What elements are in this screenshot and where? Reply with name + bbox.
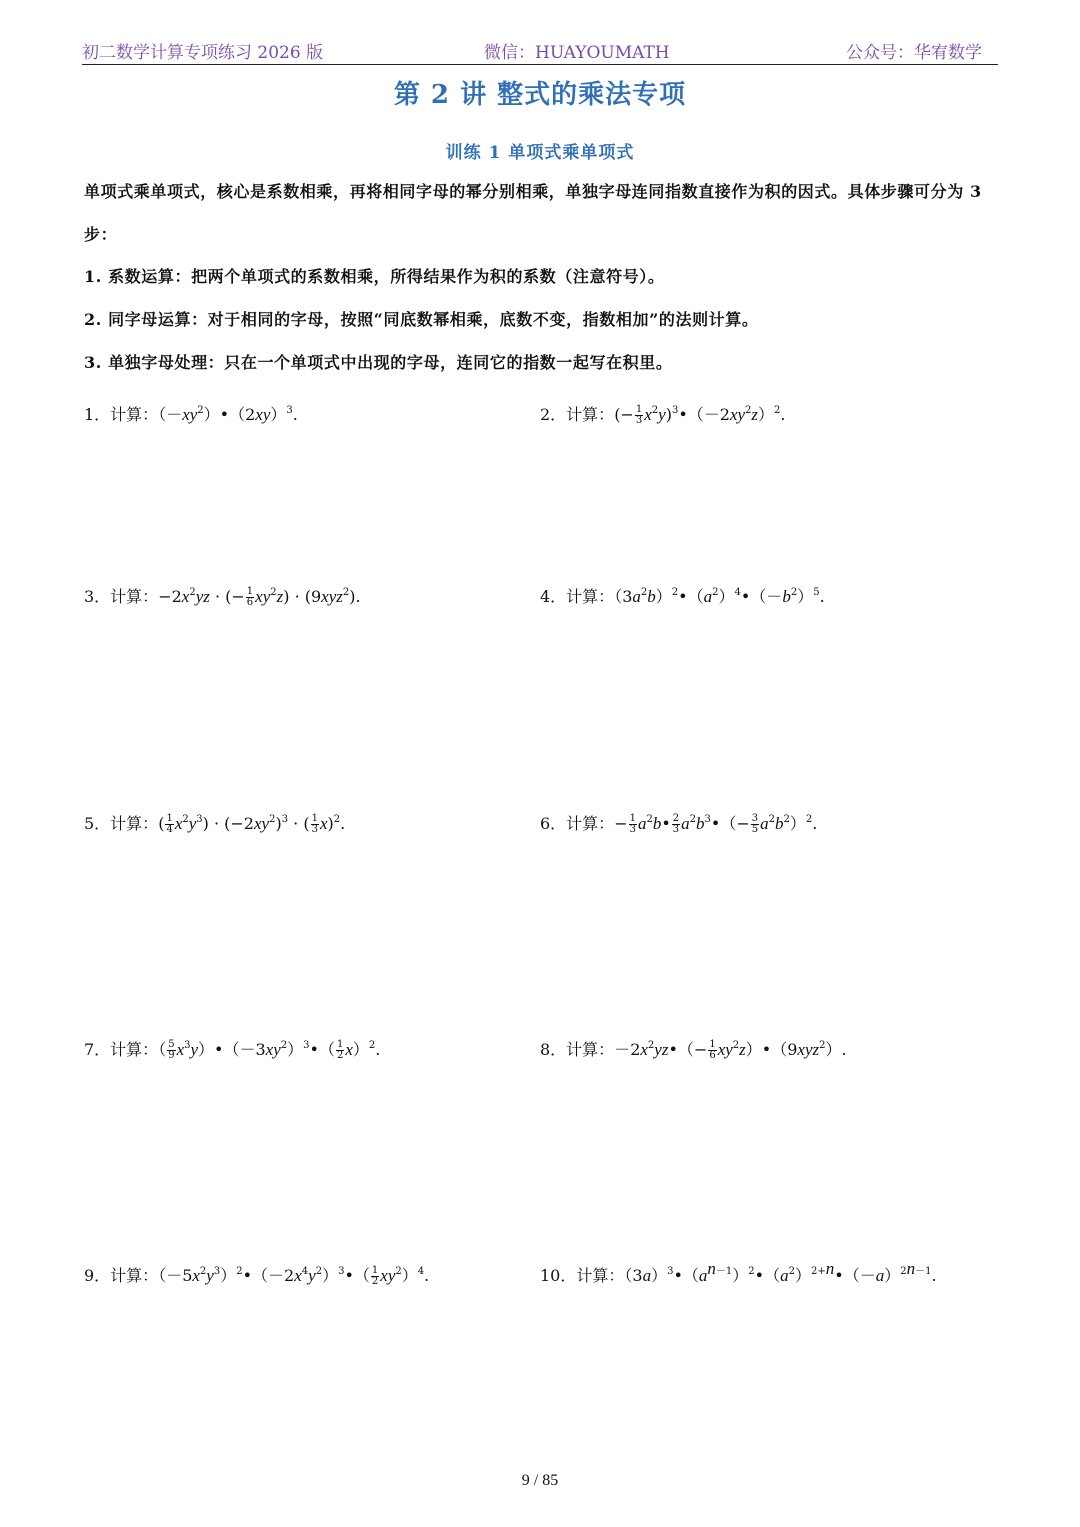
problem-8-expression: $-2x^2yz•(-$ $\frac{1}{6}$ $xy^2z)•(9xyz^2)$.	[614, 1039, 847, 1061]
problem-6-expression: − $\frac{1}{3}$ $a^2b•$ $\frac{2}{3}$ $a^2b^3•(-$ $\frac{3}{5}$ $a^2b^2)^2$.	[614, 813, 818, 835]
step-1: 1. 系数运算：把两个单项式的系数相乘，所得结果作为积的系数（注意符号）。	[84, 267, 665, 286]
problem-9	[84, 1263, 429, 1287]
lesson-title: 第 2 讲 整式的乘法专项	[393, 80, 687, 110]
header-public-account: 公众号：华宥数学	[846, 43, 982, 63]
header-left: 初二数学计算专项练习 2026 版	[82, 43, 324, 63]
problem-7	[84, 1037, 380, 1061]
problem-10-prefix: 10．计算：	[540, 1266, 625, 1285]
problem-5-prefix: 5．计算：	[84, 814, 159, 833]
problem-8	[540, 1037, 847, 1061]
problem-1-expression: $(-xy^2)•(2xy)^3$.	[158, 405, 298, 424]
header-wechat: 微信：HUAYOUMATH	[484, 43, 670, 63]
problem-4	[540, 584, 825, 607]
problem-2-expression: (− $\frac{1}{3}$ $x^2y)^3•(-2xy^2z)^2$.	[614, 404, 786, 426]
problem-4-prefix: 4．计算：	[540, 587, 615, 606]
problem-8-prefix: 8．计算：	[540, 1040, 615, 1059]
problem-6-prefix: 6．计算：	[540, 814, 615, 833]
problem-4-expression: $(3a^2b)^2•(a^2)^4•(-b^2)^5$.	[614, 587, 825, 606]
problem-5	[84, 811, 345, 835]
problem-7-expression: （ $\frac{5}{9}$ $x^3y)•(-3xy^2)^3•$（ $\frac{1}{2}$ x）$^2$.	[158, 1039, 381, 1061]
intro-paragraph: 单项式乘单项式，核心是系数相乘，再将相同字母的幂分别相乘，单独字母连同指数直接作为积的因式。具体步骤可分为 3 步：	[84, 182, 982, 244]
problem-1-prefix: 1．计算：	[84, 405, 159, 424]
problem-3	[84, 584, 361, 608]
problem-10-expression: $(3a)^3•(a^{n-1})^2•(a^2)^{2+n}•(-a)^{2n-1}$.	[624, 1259, 937, 1285]
problem-1	[84, 402, 298, 425]
problem-5-expression: ( $\frac{1}{4}$ $x^2y^3) \cdot (-2xy^2)^3$ · ( $\frac{1}{3}$ x)$^2$.	[158, 813, 346, 835]
problem-6	[540, 811, 817, 835]
problem-9-expression: $(-5x^2y^3)^2•(-2x^4y^2)^3•$（ $\frac{1}{2}$ $xy^2)^4$.	[158, 1265, 430, 1287]
problem-3-expression: $-2x^2yz$ · (− $\frac{1}{6}$ $xy^2z) \cdot (9xyz^2)$.	[158, 586, 361, 608]
page-header	[82, 36, 998, 65]
problem-10	[540, 1259, 937, 1286]
problem-9-prefix: 9．计算：	[84, 1266, 159, 1285]
page-number: 9 / 85	[521, 1472, 559, 1489]
training-subtitle: 训练 1 单项式乘单项式	[445, 143, 635, 163]
step-3: 3. 单独字母处理：只在一个单项式中出现的字母，连同它的指数一起写在积里。	[84, 353, 673, 372]
problem-2-prefix: 2．计算：	[540, 405, 615, 424]
problem-7-prefix: 7．计算：	[84, 1040, 159, 1059]
problem-3-prefix: 3．计算：	[84, 587, 159, 606]
step-2: 2. 同字母运算：对于相同的字母，按照“同底数幂相乘，底数不变，指数相加”的法则计算。	[84, 310, 759, 329]
problem-2	[540, 402, 786, 426]
